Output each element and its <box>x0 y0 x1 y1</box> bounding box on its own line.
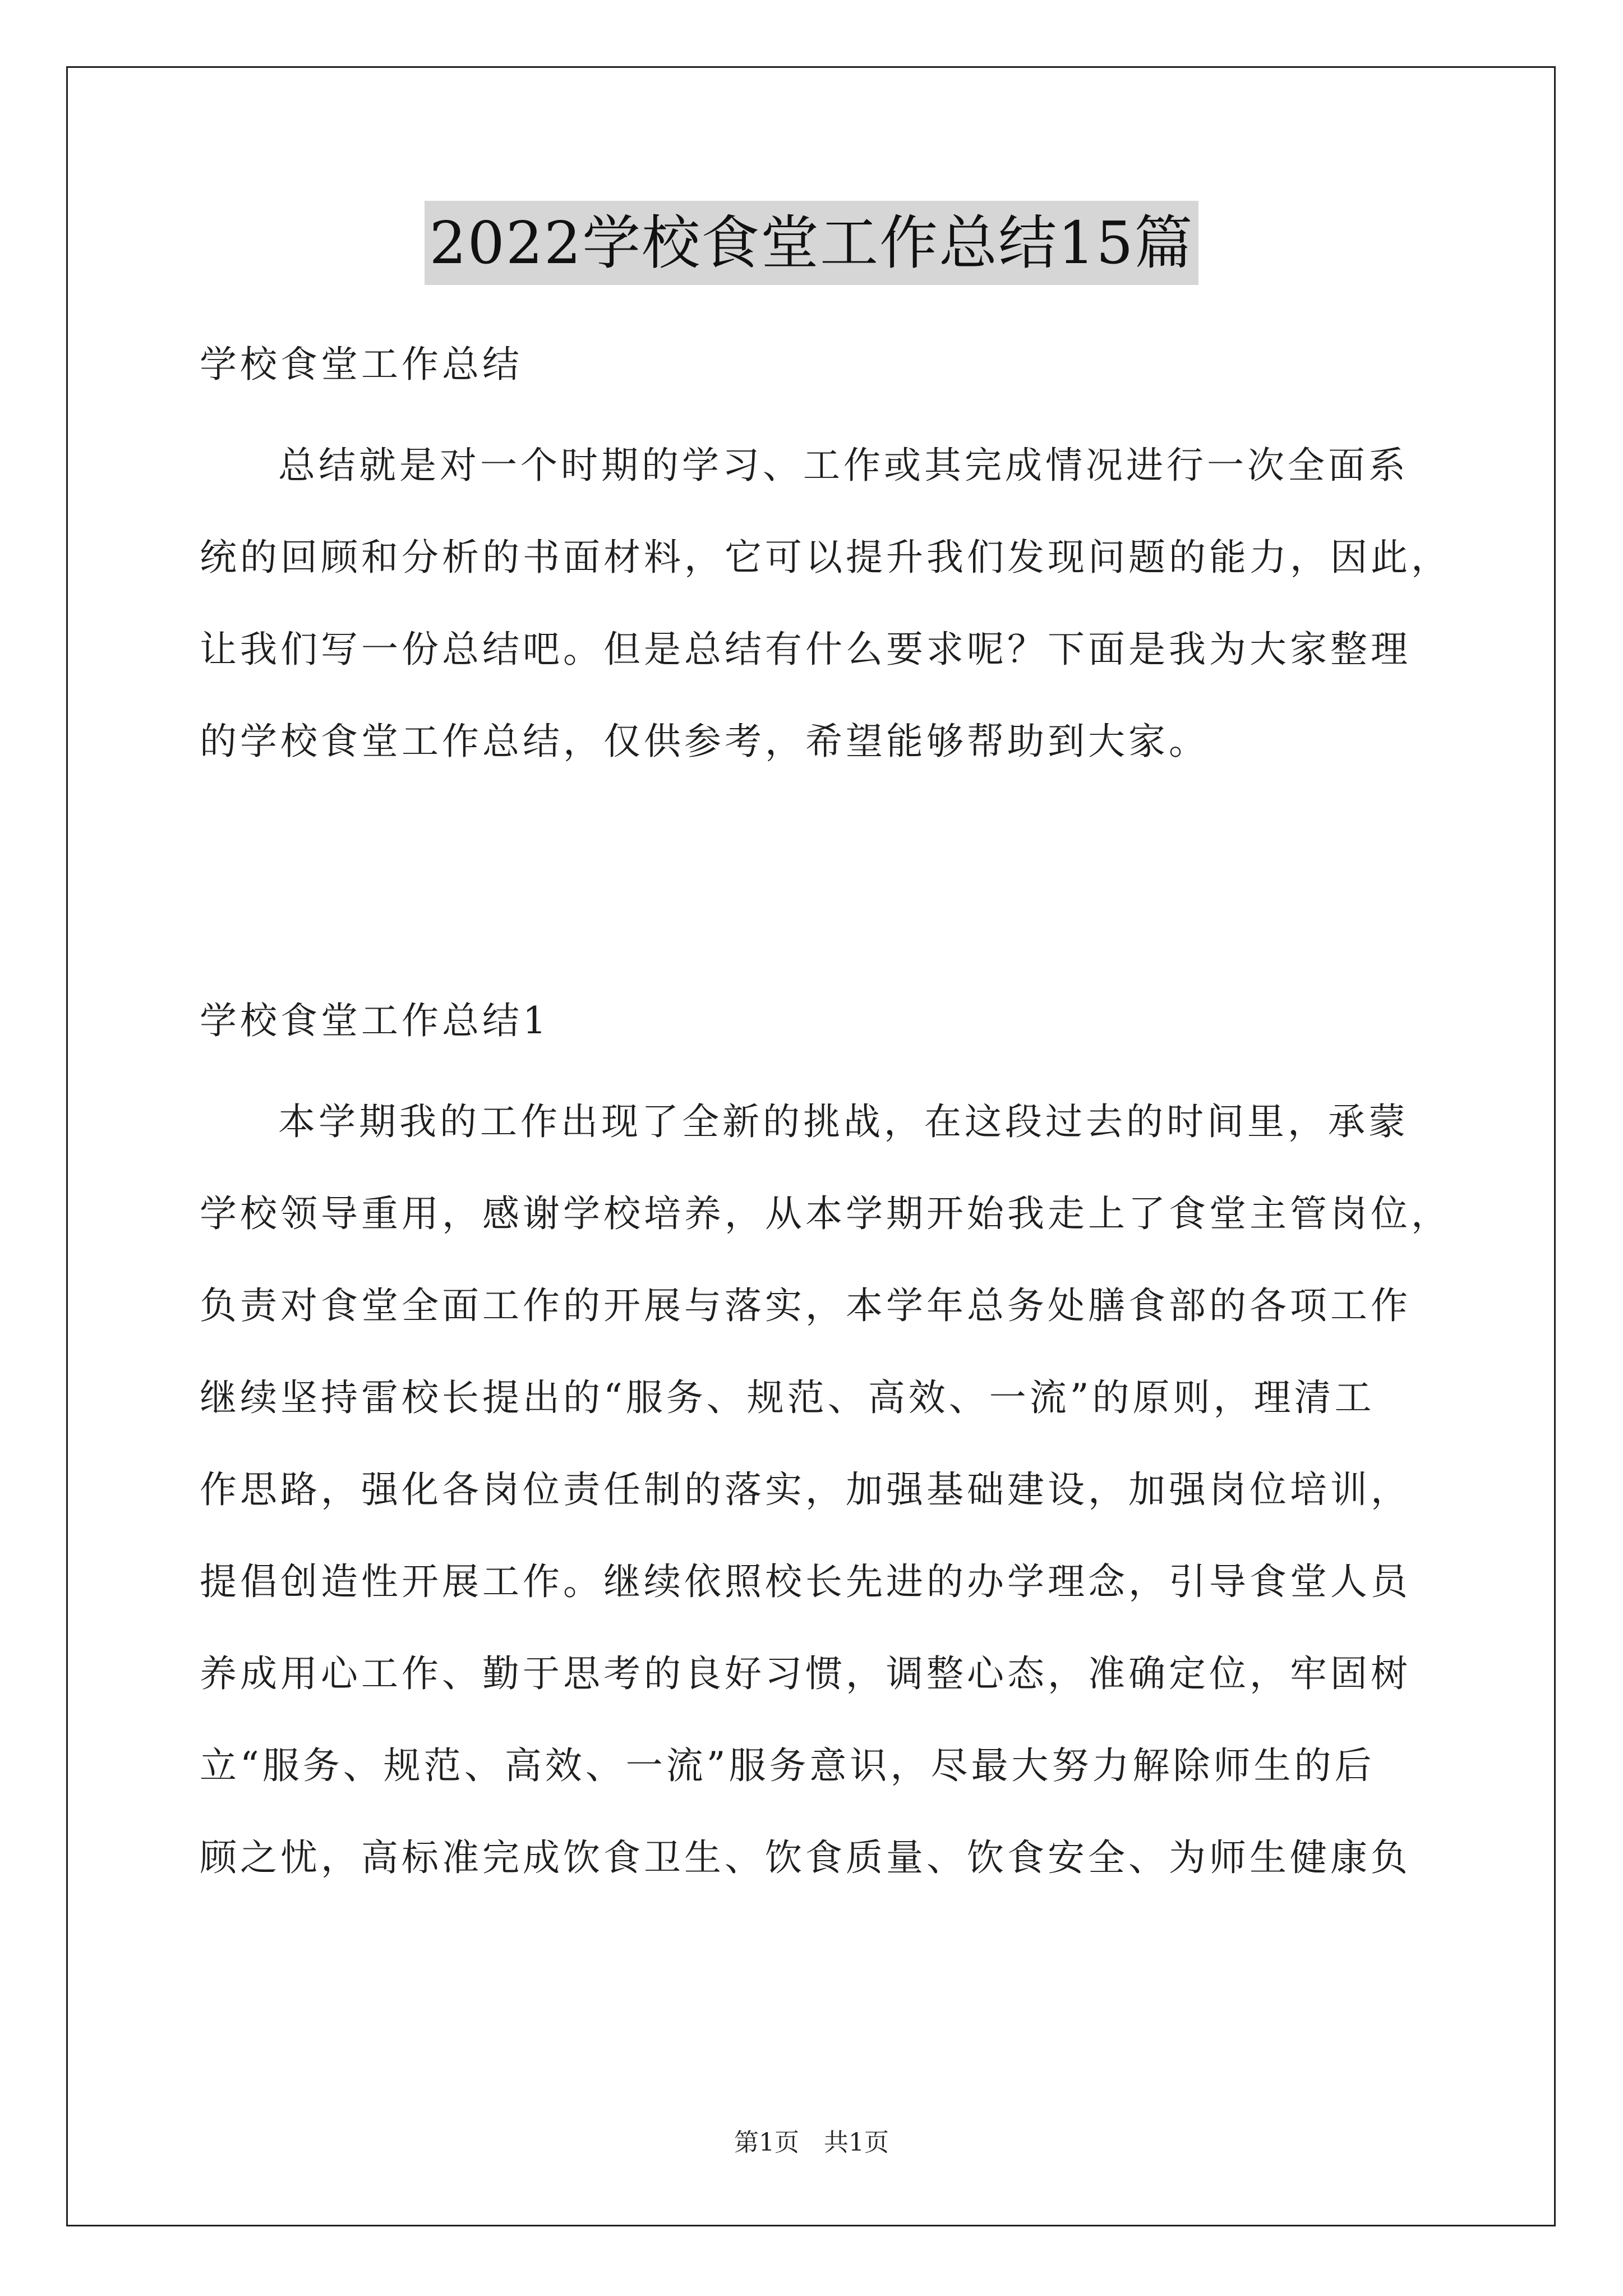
paragraph-line: 本学期我的工作出现了全新的挑战，在这段过去的时间里，承蒙 <box>278 1100 1409 1143</box>
paragraph-line: 立“服务、规范、高效、一流”服务意识，尽最大努力解除师生的后 <box>200 1744 1375 1787</box>
paragraph-line: 养成用心工作、勤于思考的良好习惯，调整心态，准确定位，牢固树 <box>200 1652 1411 1695</box>
document-title: 2022学校食堂工作总结15篇 <box>425 201 1198 285</box>
paragraph-line: 学校领导重用，感谢学校培养，从本学期开始我走上了食堂主管岗位， <box>200 1192 1451 1235</box>
intro-paragraph <box>200 420 1467 788</box>
section1-paragraph <box>200 1076 1467 1904</box>
paragraph-line: 总结就是对一个时期的学习、工作或其完成情况进行一次全面系 <box>278 444 1409 487</box>
paragraph-line: 作思路，强化各岗位责任制的落实，加强基础建设，加强岗位培训， <box>200 1468 1411 1511</box>
page-number: 第1页 共1页 <box>734 2128 889 2157</box>
page-footer <box>0 2126 1623 2160</box>
intro-heading: 学校食堂工作总结 <box>200 343 523 386</box>
paragraph-line: 让我们写一份总结吧。但是总结有什么要求呢？下面是我为大家整理 <box>200 628 1411 671</box>
paragraph-line: 统的回顾和分析的书面材料，它可以提升我们发现问题的能力，因此， <box>200 536 1451 579</box>
title-container <box>0 201 1623 285</box>
paragraph-line: 的学校食堂工作总结，仅供参考，希望能够帮助到大家。 <box>200 720 1209 763</box>
paragraph-line: 继续坚持雷校长提出的“服务、规范、高效、一流”的原则，理清工 <box>200 1376 1375 1419</box>
paragraph-line: 顾之忧，高标准完成饮食卫生、饮食质量、饮食安全、为师生健康负 <box>200 1836 1411 1879</box>
section1-heading: 学校食堂工作总结1 <box>200 999 550 1042</box>
paragraph-line: 提倡创造性开展工作。继续依照校长先进的办学理念，引导食堂人员 <box>200 1560 1411 1603</box>
paragraph-line: 负责对食堂全面工作的开展与落实，本学年总务处膳食部的各项工作 <box>200 1284 1411 1327</box>
